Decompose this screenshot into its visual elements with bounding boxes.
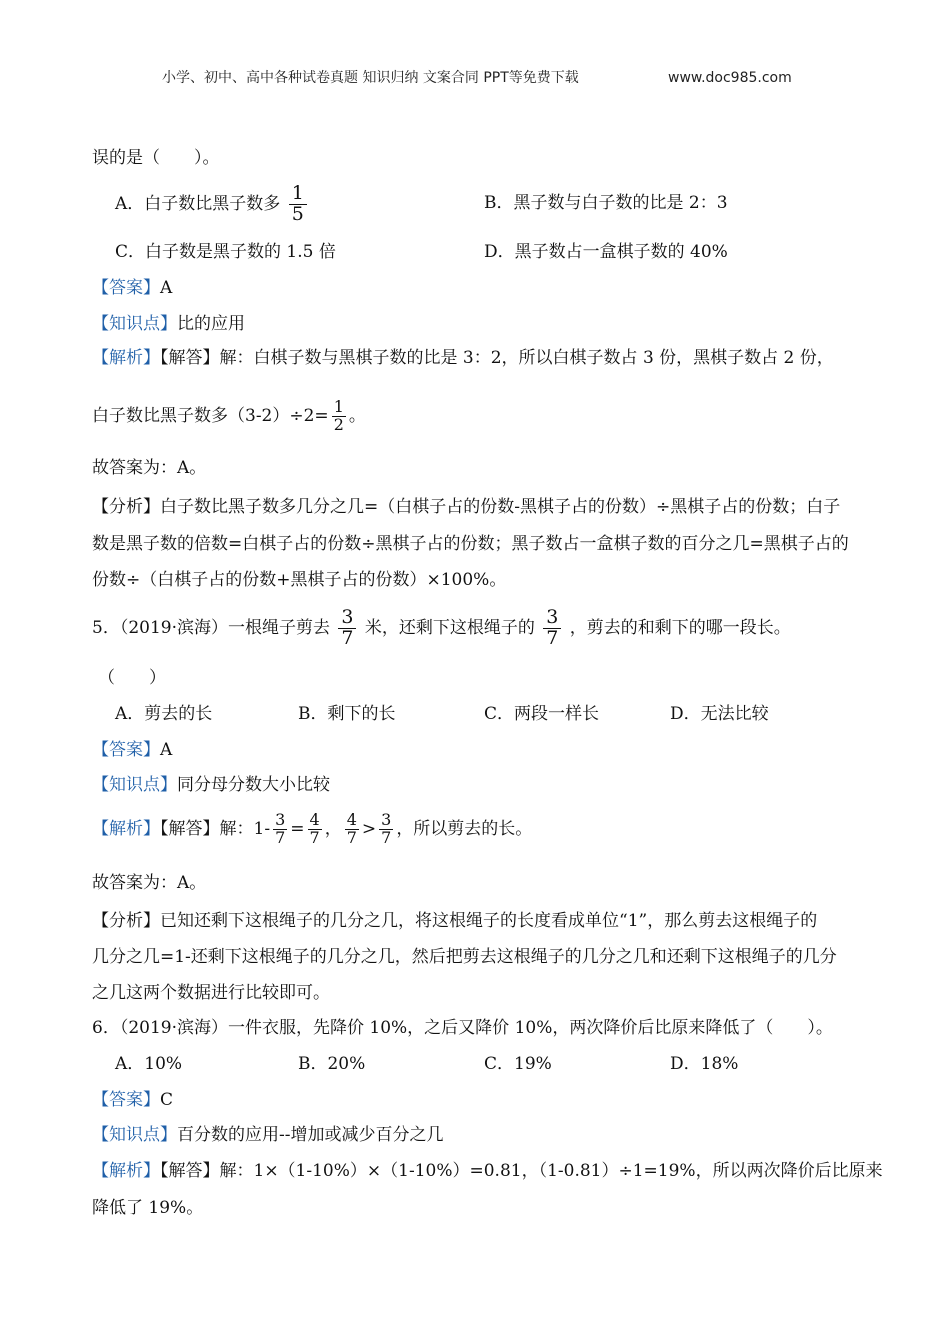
analysis-fraction-1 xyxy=(273,812,287,847)
fraction-denominator: 2 xyxy=(333,414,344,434)
analysis-tag: 【解析】 xyxy=(92,818,160,839)
answer-tag: 【答案】 xyxy=(92,278,160,298)
q5-stem-post: ，剪去的和剩下的哪一段长。 xyxy=(569,617,791,638)
fraction-numerator: 1 xyxy=(289,184,307,205)
q5-stem xyxy=(92,608,791,649)
knowledge-tag: 【知识点】 xyxy=(92,314,177,334)
fraction-numerator: 4 xyxy=(309,810,320,829)
q5-analysis xyxy=(92,812,532,847)
q6-option-b: B．20% xyxy=(298,1054,366,1074)
q5-option-c: C．两段一样长 xyxy=(484,704,600,724)
analysis-line-1: 【解答】解：白棋子数与黑棋子数的比是 3：2，所以白棋子数占 3 份，黑棋子数占 2 份， xyxy=(160,348,834,368)
header-url[interactable]: www.doc985.com xyxy=(668,70,792,86)
analysis-line-2-end: 。 xyxy=(348,405,366,426)
q5-fenxi-line-1 xyxy=(92,913,817,930)
analysis-post: ，所以剪去的长。 xyxy=(396,818,533,839)
fraction-denominator: 5 xyxy=(291,202,304,225)
q4-option-a-text: A．白子数比黑子数多 xyxy=(115,193,281,214)
q4-fenxi-line-2: 数是黑子数的倍数=白棋子占的份数÷黑棋子占的份数；黑子数占一盒棋子数的百分之几=黑棋子占的 xyxy=(92,534,849,554)
q4-option-c: C．白子数是黑子数的 1.5 倍 xyxy=(115,242,336,262)
q4-answer xyxy=(92,280,172,297)
q4-option-d: D．黑子数占一盒棋子数的 40% xyxy=(484,242,728,262)
fraction-denominator: 7 xyxy=(341,626,354,649)
analysis-fraction xyxy=(332,399,346,434)
analysis-fraction-4 xyxy=(379,812,393,847)
knowledge-value: 比的应用 xyxy=(177,314,245,334)
analysis-pre: 【解答】解：1- xyxy=(160,818,271,839)
q4-knowledge-point xyxy=(92,316,245,333)
q5-stem-fraction-1 xyxy=(338,608,356,649)
knowledge-value: 百分数的应用--增加或减少百分之几 xyxy=(177,1125,444,1145)
fraction-denominator: 7 xyxy=(381,827,392,847)
q5-stem-mid: 米，还剩下这根绳子的 xyxy=(364,617,535,638)
q4-option-a xyxy=(115,184,310,225)
q4-option-a-fraction xyxy=(289,184,307,225)
analysis-line-2-text: 白子数比黑子数多（3-2）÷2= xyxy=(92,405,329,426)
q6-option-a: A．10% xyxy=(115,1054,183,1074)
knowledge-tag: 【知识点】 xyxy=(92,1125,177,1145)
answer-tag: 【答案】 xyxy=(92,740,160,760)
q5-fenxi-line-3: 之几这两个数据进行比较即可。 xyxy=(92,983,330,1003)
analysis-tag: 【解析】 xyxy=(92,1161,160,1181)
q5-fenxi-line-2: 几分之几=1-还剩下这根绳子的几分之几，然后把剪去这根绳子的几分之几和还剩下这根绳子的几分 xyxy=(92,947,837,967)
q5-stem-pre: 5．（2019·滨海）一根绳子剪去 xyxy=(92,617,330,638)
q6-option-d: D．18% xyxy=(670,1054,739,1074)
fraction-denominator: 7 xyxy=(309,827,320,847)
q6-knowledge-point xyxy=(92,1127,444,1144)
fenxi-tag: 【分析】 xyxy=(92,911,160,931)
comma: ， xyxy=(324,818,342,839)
q6-analysis-line-2: 降低了 19%。 xyxy=(92,1198,204,1218)
q5-knowledge-point xyxy=(92,777,330,794)
q4-stem-tail: 误的是（ ）。 xyxy=(92,148,220,168)
q5-option-d: D．无法比较 xyxy=(670,704,769,724)
knowledge-value: 同分母分数大小比较 xyxy=(177,775,330,795)
q5-paren: （ ） xyxy=(98,668,166,688)
fraction-numerator: 3 xyxy=(338,608,356,629)
q6-analysis xyxy=(92,1163,883,1180)
analysis-fraction-2 xyxy=(308,812,322,847)
q4-fenxi-line-3: 份数÷（白棋子占的份数+黑棋子占的份数）×100%。 xyxy=(92,570,507,590)
q6-stem: 6．（2019·滨海）一件衣服，先降价 10%，之后又降价 10%，两次降价后比原来降低了（ ）。 xyxy=(92,1018,833,1038)
fenxi-text: 已知还剩下这根绳子的几分之几，将这根绳子的长度看成单位“1”，那么剪去这根绳子的 xyxy=(160,911,818,931)
fraction-numerator: 1 xyxy=(333,397,344,416)
fenxi-text: 白子数比黑子数多几分之几=（白棋子占的份数-黑棋子占的份数）÷黑棋子占的份数；白子 xyxy=(160,497,841,517)
fraction-denominator: 7 xyxy=(546,626,559,649)
q4-analysis xyxy=(92,350,834,367)
analysis-tag: 【解析】 xyxy=(92,348,160,368)
fraction-numerator: 3 xyxy=(275,810,286,829)
knowledge-tag: 【知识点】 xyxy=(92,775,177,795)
fraction-numerator: 3 xyxy=(543,608,561,629)
answer-value: A xyxy=(160,740,173,760)
q5-answer xyxy=(92,742,172,759)
answer-value: A xyxy=(160,278,173,298)
q5-stem-fraction-2 xyxy=(543,608,561,649)
q5-option-b: B．剩下的长 xyxy=(298,704,396,724)
fraction-numerator: 3 xyxy=(381,810,392,829)
q4-analysis-line-2 xyxy=(92,399,366,434)
q5-option-a: A．剪去的长 xyxy=(115,704,213,724)
q4-option-b: B．黑子数与白子数的比是 2：3 xyxy=(484,193,728,213)
header-text: 小学、初中、高中各种试卷真题 知识归纳 文案合同 PPT等免费下载 xyxy=(162,70,579,86)
q4-fenxi-line-1 xyxy=(92,499,840,516)
answer-value: C xyxy=(160,1090,174,1110)
equals-sign: = xyxy=(290,818,305,839)
fraction-denominator: 7 xyxy=(275,827,286,847)
analysis-fraction-3 xyxy=(345,812,359,847)
greater-than-sign: > xyxy=(361,818,377,839)
q5-result: 故答案为：A。 xyxy=(92,873,207,893)
fraction-denominator: 7 xyxy=(346,827,357,847)
q6-answer xyxy=(92,1092,173,1109)
answer-tag: 【答案】 xyxy=(92,1090,160,1110)
fenxi-tag: 【分析】 xyxy=(92,497,160,517)
analysis-line-1: 【解答】解：1×（1-10%）×（1-10%）=0.81，（1-0.81）÷1=19%，所以两次降价后比原来 xyxy=(160,1161,883,1181)
fraction-numerator: 4 xyxy=(346,810,357,829)
q4-result: 故答案为：A。 xyxy=(92,458,207,478)
q6-option-c: C．19% xyxy=(484,1054,552,1074)
